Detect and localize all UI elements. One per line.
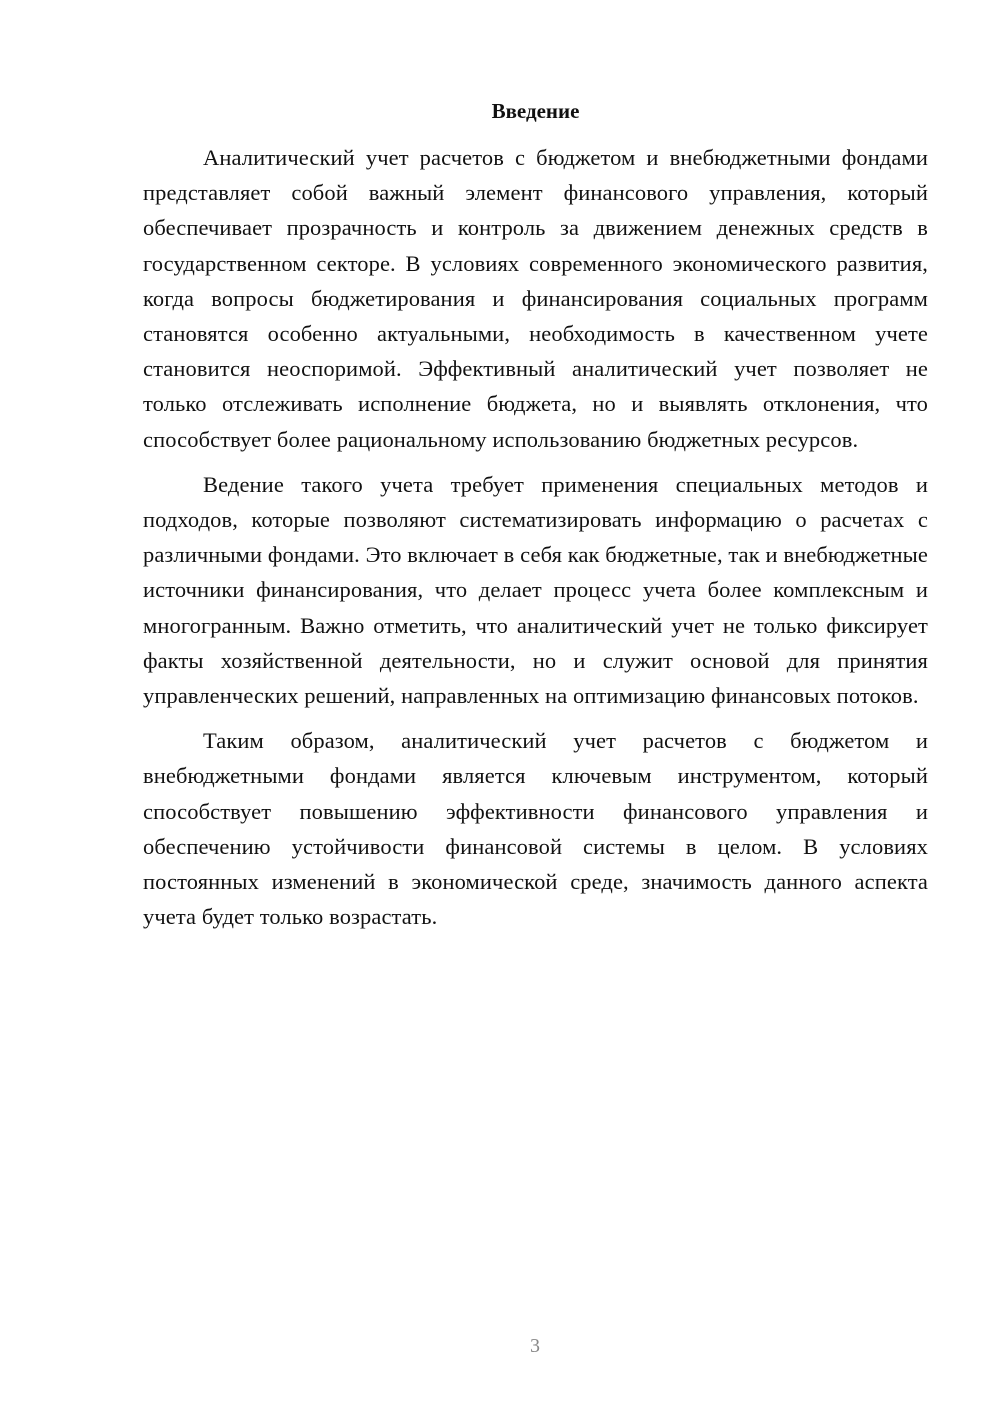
page-title: Введение	[491, 99, 580, 123]
paragraph-3: Таким образом, аналитический учет расчетов с бюджетом и внебюджетными фондами является ключевым инструментом, который способствует повышению эффективности финансового управления и обеспечению устойчивости финансовой системы в целом. В условиях постоянных изменений в экономической среде, значимость данного аспекта учета будет только возрастать.	[143, 728, 928, 930]
page-number: 3	[530, 1335, 540, 1357]
paragraph-1: Аналитический учет расчетов с бюджетом и внебюджетными фондами представляет собой важный элемент финансового управления, который обеспечивает прозрачность и контроль за движением денежных средств в государственном секторе. В условиях современного экономического развития, когда вопросы бюджетирования и финансирования социальных программ становятся особенно актуальными, необходимость в качественном учете становится неоспоримой. Эффективный аналитический учет позволяет не только отслеживать исполнение бюджета, но и выявлять отклонения, что способствует более рациональному использованию бюджетных ресурсов.	[143, 145, 928, 452]
page-content	[143, 96, 928, 944]
paragraph-2: Ведение такого учета требует применения специальных методов и подходов, которые позволяют систематизировать информацию о расчетах с различными фондами. Это включает в себя как бюджетные, так и внебюджетные источники финансирования, что делает процесс учета более комплексным и многогранным. Важно отметить, что аналитический учет не только фиксирует факты хозяйственной деятельности, но и служит основой для принятия управленческих решений, направленных на оптимизацию финансовых потоков.	[143, 471, 928, 709]
